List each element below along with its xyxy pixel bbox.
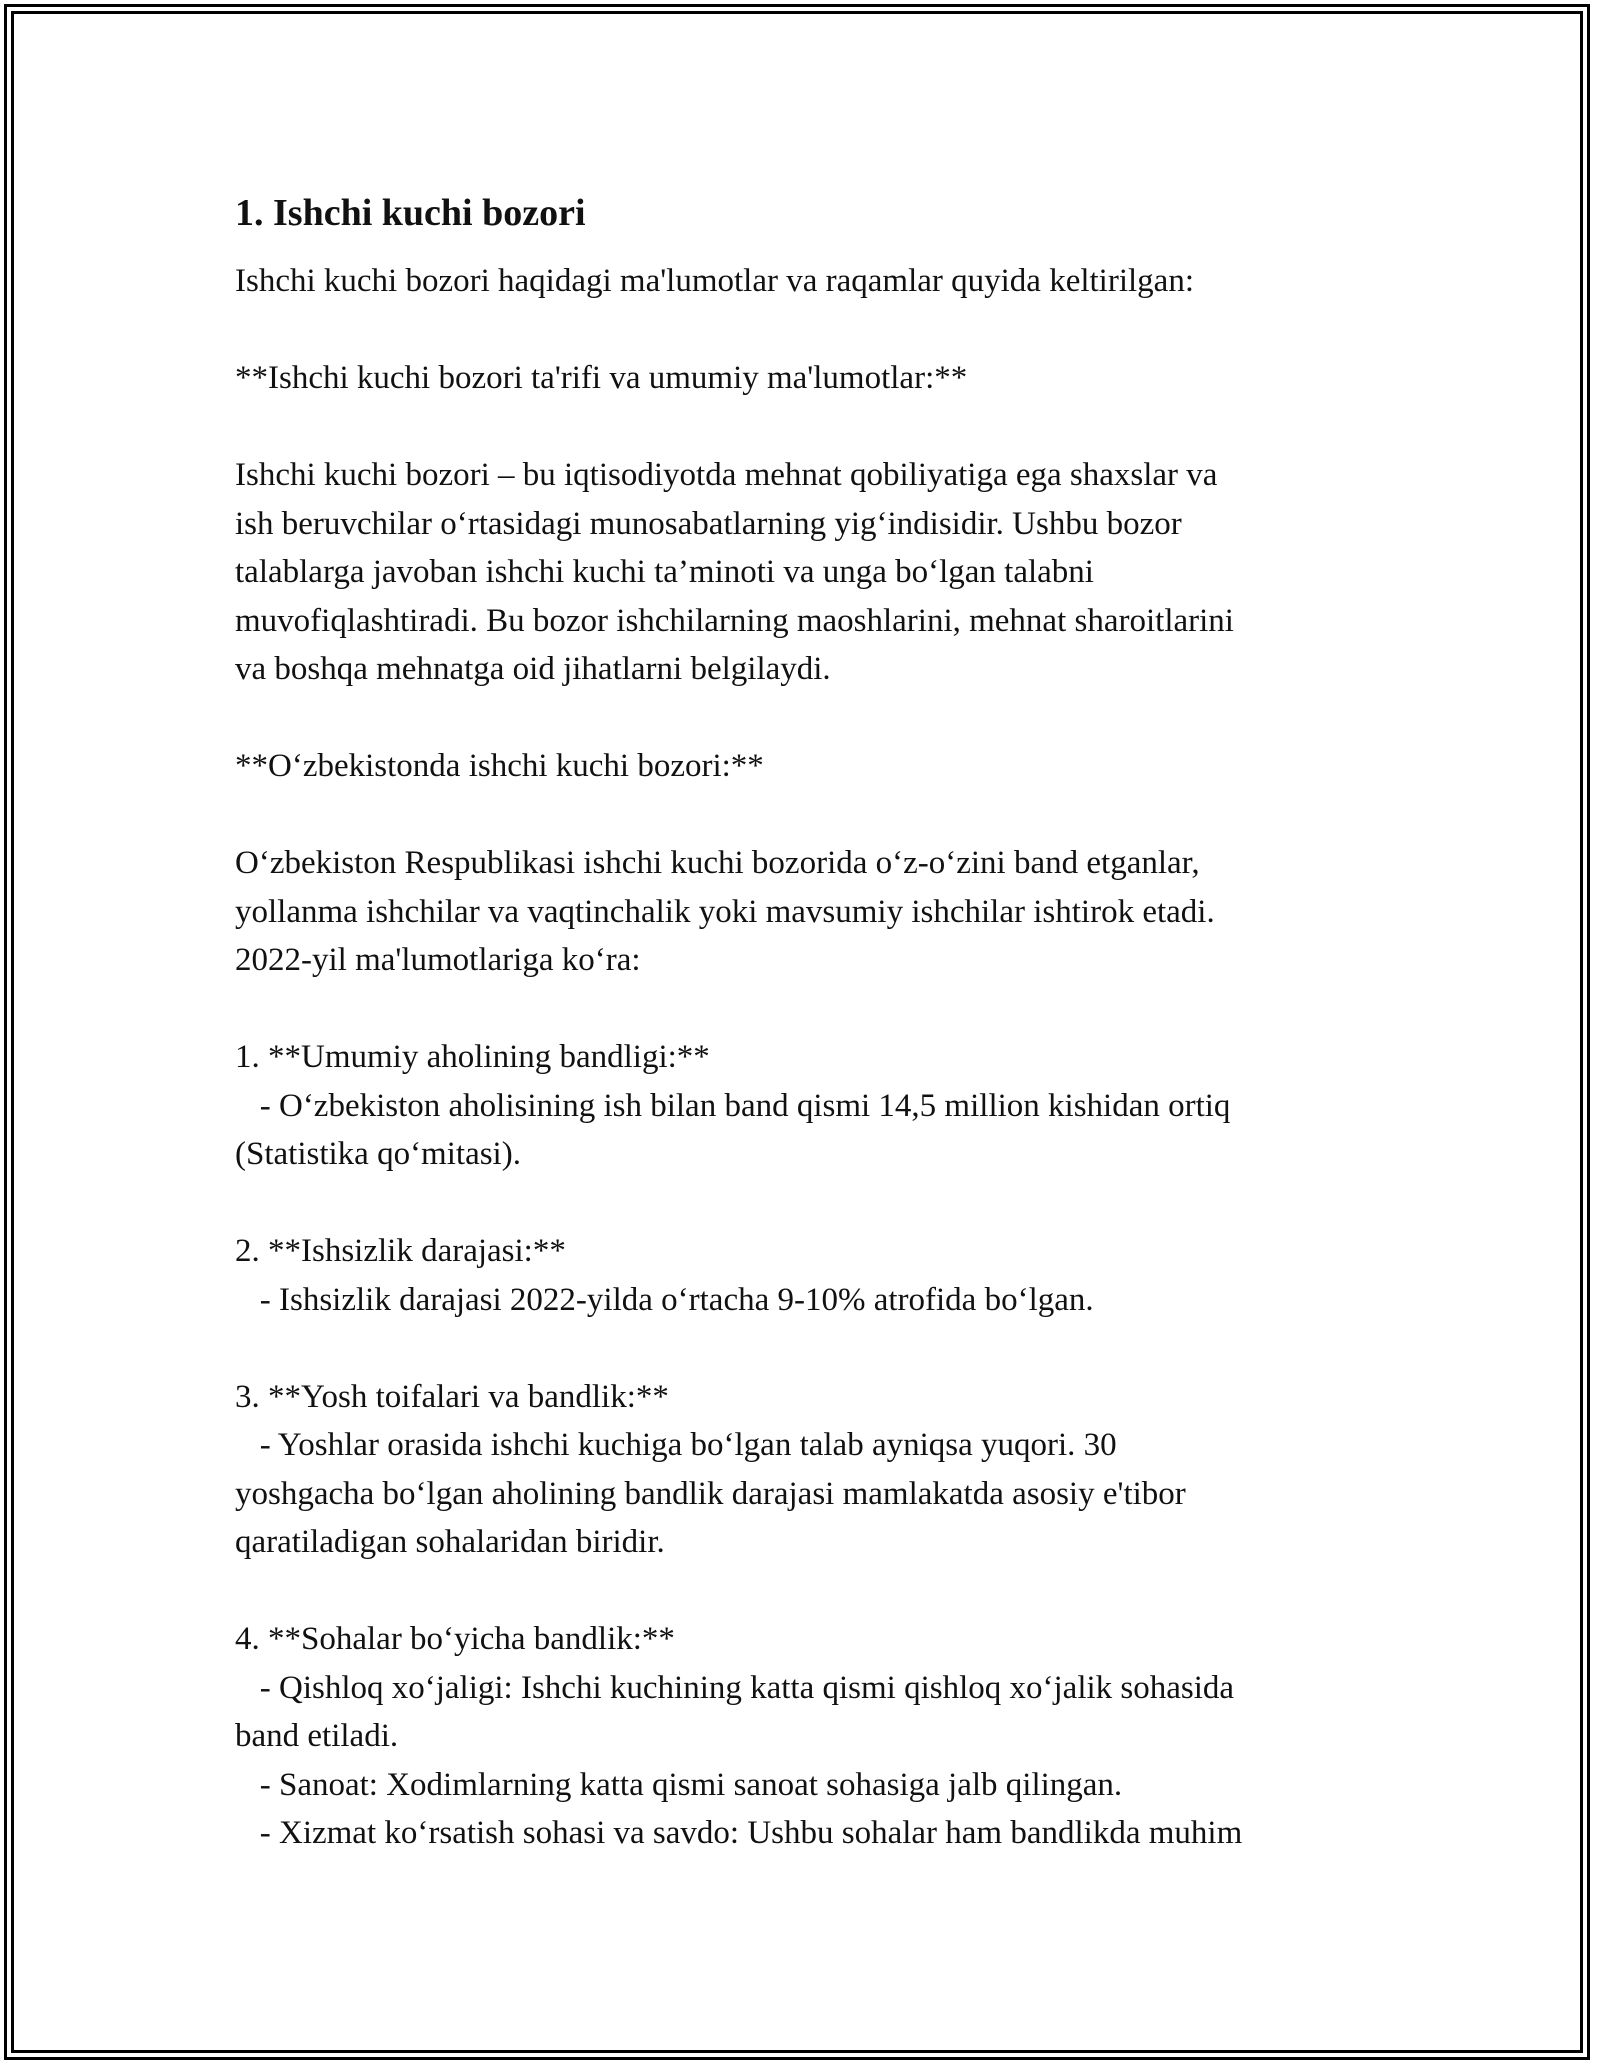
text-line: 2022-yil ma'lumotlariga ko‘ra: xyxy=(235,942,641,978)
definition-heading: **Ishchi kuchi bozori ta'rifi va umumiy ma'lumotlar:** xyxy=(235,360,968,396)
list-item-heading: 2. **Ishsizlik darajasi:** xyxy=(235,1233,566,1269)
list-item xyxy=(235,1373,1375,1567)
list-item-heading: 3. **Yosh toifalari va bandlik:** xyxy=(235,1378,669,1415)
text-line: O‘zbekiston Respublikasi ishchi kuchi bozorida o‘z-o‘zini band etganlar, xyxy=(235,845,1200,881)
intro-paragraph: Ishchi kuchi bozori haqidagi ma'lumotlar va raqamlar quyida keltirilgan: xyxy=(235,263,1194,299)
text-line: (Statistika qo‘mitasi). xyxy=(235,1136,521,1172)
list-item xyxy=(235,1227,1375,1324)
text-line: - Yoshlar orasida ishchi kuchiga bo‘lgan talab ayniqsa yuqori. 30 xyxy=(235,1427,1117,1463)
text-line: va boshqa mehnatga oid jihatlarni belgilaydi. xyxy=(235,651,831,687)
text-line: yoshgacha bo‘lgan aholining bandlik darajasi mamlakatda asosiy e'tibor xyxy=(235,1475,1186,1512)
text-line: band etiladi. xyxy=(235,1718,399,1754)
text-line: yollanma ishchilar va vaqtinchalik yoki mavsumiy ishchilar ishtirok etadi. xyxy=(235,893,1215,930)
text-line: - O‘zbekiston aholisining ish bilan band qismi 14,5 million kishidan ortiq xyxy=(235,1087,1231,1124)
uzbekistan-heading: **O‘zbekistonda ishchi kuchi bozori:** xyxy=(235,748,764,784)
section-title: 1. Ishchi kuchi bozori xyxy=(235,192,586,234)
definition-paragraph xyxy=(235,451,1375,694)
list-item-heading: 1. **Umumiy aholining bandligi:** xyxy=(235,1039,710,1075)
list-item xyxy=(235,1033,1375,1179)
text-line: - Ishsizlik darajasi 2022-yilda o‘rtacha 9-10% atrofida bo‘lgan. xyxy=(235,1281,1094,1318)
document-body xyxy=(235,182,1375,1858)
text-line: - Xizmat ko‘rsatish sohasi va savdo: Ushbu sohalar ham bandlikda muhim xyxy=(235,1815,1243,1851)
text-line: muvofiqlashtiradi. Bu bozor ishchilarning maoshlarini, mehnat sharoitlarini xyxy=(235,602,1234,639)
list-item-heading: 4. **Sohalar bo‘yicha bandlik:** xyxy=(235,1621,675,1657)
uzbekistan-paragraph xyxy=(235,839,1375,985)
list-item xyxy=(235,1615,1375,1858)
text-line: ish beruvchilar o‘rtasidagi munosabatlarning yig‘indisidir. Ushbu bozor xyxy=(235,505,1182,542)
text-line: qaratiladigan sohalaridan biridir. xyxy=(235,1524,665,1560)
text-line: talablarga javoban ishchi kuchi ta’minoti va unga bo‘lgan talabni xyxy=(235,554,1094,590)
text-line: Ishchi kuchi bozori – bu iqtisodiyotda mehnat qobiliyatiga ega shaxslar va xyxy=(235,457,1218,493)
text-line: - Qishloq xo‘jaligi: Ishchi kuchining katta qismi qishloq xo‘jalik sohasida xyxy=(235,1669,1235,1706)
text-line: - Sanoat: Xodimlarning katta qismi sanoat sohasiga jalb qilingan. xyxy=(235,1766,1123,1803)
